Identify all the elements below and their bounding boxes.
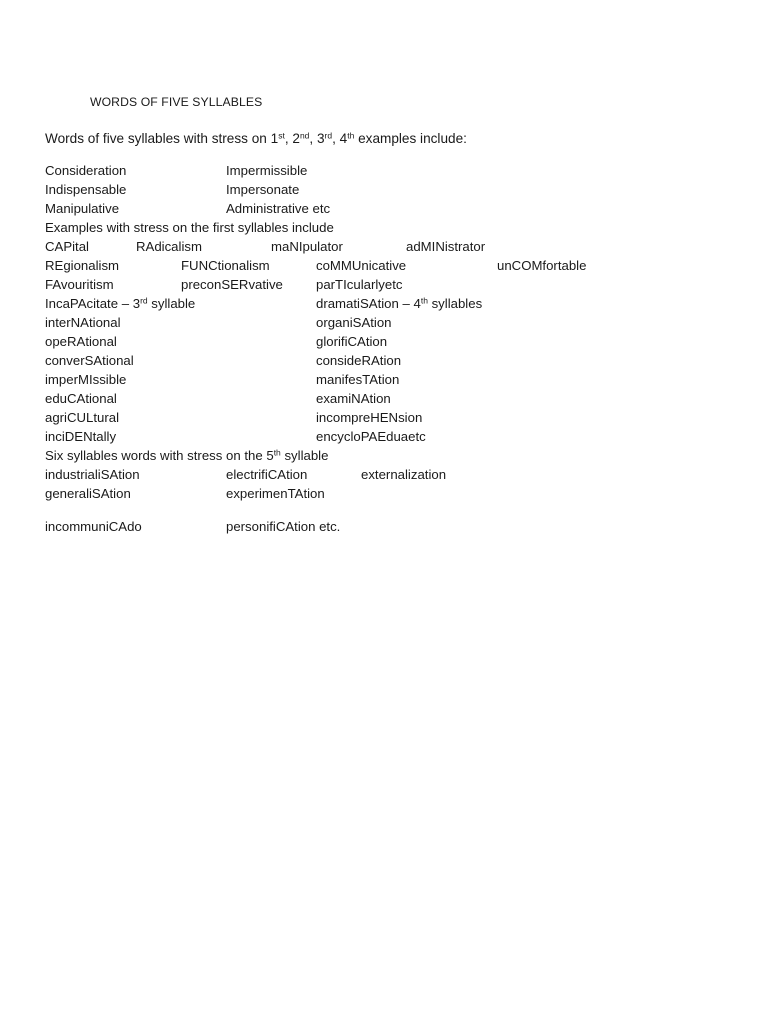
word	[45, 294, 195, 313]
section-heading-six-syllables	[45, 446, 745, 465]
incap-text: IncaPAcitate – 3	[45, 296, 141, 311]
word-row	[45, 332, 745, 351]
word: unCOMfortable	[497, 258, 587, 273]
ordinal-st: st	[278, 130, 285, 141]
incap-end: syllable	[147, 296, 196, 311]
ordinal-nd: nd	[299, 130, 310, 141]
word: externalization	[361, 467, 447, 482]
ordinal-th: th	[347, 130, 355, 141]
word: incommuniCAdo	[45, 519, 142, 534]
word-list-block	[45, 161, 745, 536]
word: industrialiSAtion	[45, 467, 140, 482]
word: FAvouritism	[45, 277, 114, 292]
ordinal-th: th	[420, 295, 428, 306]
word: electrifiCAtion	[226, 467, 308, 482]
word-row	[45, 180, 745, 199]
word: CAPital	[45, 239, 89, 254]
word: glorifiCAtion	[316, 334, 388, 349]
dramatisation-end: syllables	[427, 296, 483, 311]
word: personifiCAtion etc.	[226, 519, 341, 534]
intro-sep-2: , 2	[284, 131, 300, 146]
word: RAdicalism	[136, 239, 202, 254]
word-row	[45, 199, 745, 218]
word-row	[45, 275, 745, 294]
six-heading-text: Six syllables words with stress on the 5	[45, 448, 274, 463]
word: coMMUnicative	[316, 258, 407, 273]
word: eduCAtional	[45, 391, 117, 406]
word-row	[45, 517, 745, 536]
word-row	[45, 370, 745, 389]
word: Consideration	[45, 163, 127, 178]
intro-end: examples include:	[354, 131, 467, 146]
word-row	[45, 161, 745, 180]
word: Impersonate	[226, 182, 300, 197]
word-row	[45, 256, 745, 275]
ordinal-th: th	[273, 447, 281, 458]
word	[316, 294, 482, 313]
word-row	[45, 313, 745, 332]
paragraph-gap	[45, 503, 745, 517]
word: Indispensable	[45, 182, 127, 197]
word: consideRAtion	[316, 353, 402, 368]
word-row	[45, 427, 745, 446]
word: organiSAtion	[316, 315, 392, 330]
intro-text: Words of five syllables with stress on 1	[45, 131, 279, 146]
word: experimenTAtion	[226, 486, 325, 501]
word-row	[45, 389, 745, 408]
word: manifesTAtion	[316, 372, 400, 387]
dramatisation-text: dramatiSAtion – 4	[316, 296, 421, 311]
word-row	[45, 237, 745, 256]
word: agriCULtural	[45, 410, 120, 425]
word-row	[45, 408, 745, 427]
intro-sentence	[45, 129, 467, 148]
word: opeRAtional	[45, 334, 117, 349]
ordinal-rd: rd	[324, 130, 333, 141]
word: incompreHENsion	[316, 410, 423, 425]
section-heading-first-stress: Examples with stress on the first syllables include	[45, 220, 334, 235]
intro-sep-4: , 4	[332, 131, 348, 146]
word-row	[45, 294, 745, 313]
word: converSAtional	[45, 353, 134, 368]
word: REgionalism	[45, 258, 120, 273]
intro-sep-3: , 3	[309, 131, 325, 146]
word: imperMIssible	[45, 372, 127, 387]
word: generaliSAtion	[45, 486, 131, 501]
word: adMINistrator	[406, 239, 486, 254]
word: Manipulative	[45, 201, 120, 216]
ordinal-rd: rd	[140, 295, 148, 306]
word: interNAtional	[45, 315, 121, 330]
word: parTIcularlyetc	[316, 277, 403, 292]
word-row	[45, 465, 745, 484]
six-heading-end: syllable	[280, 448, 329, 463]
word: examiNAtion	[316, 391, 391, 406]
word: FUNCtionalism	[181, 258, 270, 273]
word: inciDENtally	[45, 429, 117, 444]
page-title: WORDS OF FIVE SYLLABLES	[90, 95, 263, 109]
word: preconSERvative	[181, 277, 283, 292]
word: encycloPAEduaetc	[316, 429, 426, 444]
word: Administrative etc	[226, 201, 331, 216]
word: maNIpulator	[271, 239, 343, 254]
word-row	[45, 484, 745, 503]
word: Impermissible	[226, 163, 308, 178]
word-row	[45, 351, 745, 370]
